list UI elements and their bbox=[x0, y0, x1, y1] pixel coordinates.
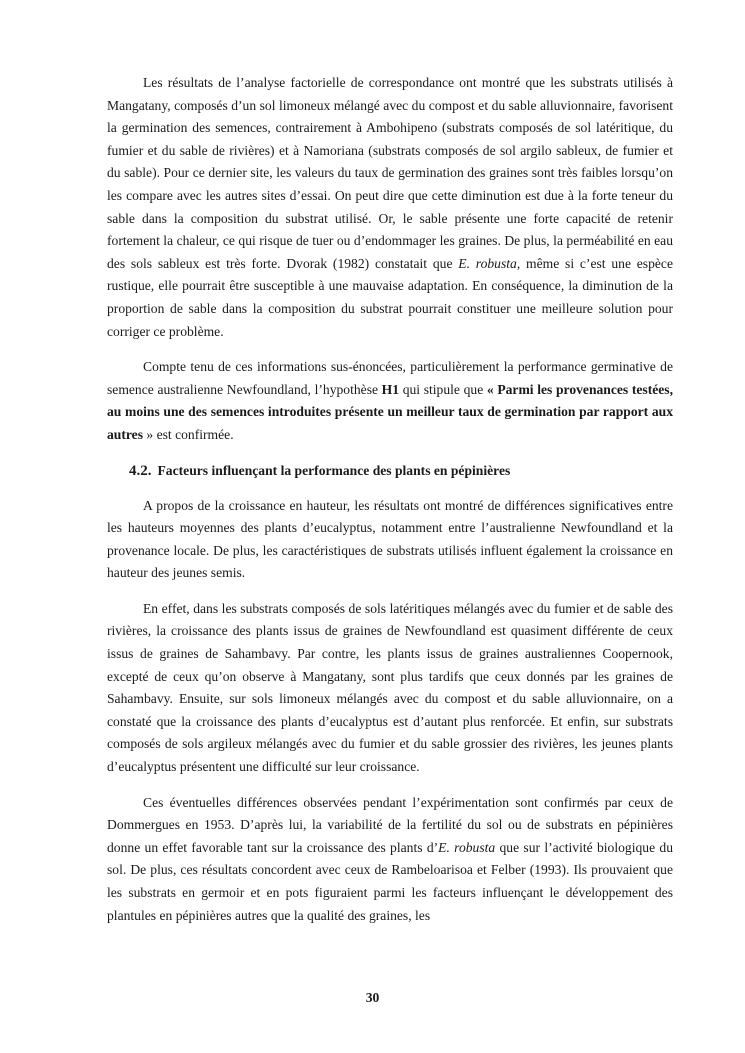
species-name: E. robusta bbox=[438, 839, 496, 855]
section-heading bbox=[129, 460, 673, 482]
hypothesis-statement: « Parmi les provenances testées, au moins une des semences introduites présente un meilleur taux de germination par rapport aux autres bbox=[107, 381, 673, 442]
paragraph-dommergues: Ces éventuelles différences observées pendant l’expérimentation sont confirmés par ceux de Dommergues en 1953. D’après lui, la variabilité de la fertilité du sol ou de substrats en pépinières donne un effet favorable tant sur la croissance des plants d’E. robusta que sur l’activité biologique du sol. De plus, ces résultats concordent avec ceux de Rambeloarisoa et Felber (1993). Ils prouvaient que les substrats en germoir et en pots figuraient parmi les facteurs influençant le développement des plantules en pépinières autres que la qualité des graines, les bbox=[107, 794, 674, 923]
paragraph-hypothesis-h1: Compte tenu de ces informations sus-énoncées, particulièrement la performance germinative de semence australienne Newfoundland, l’hypothèse H1 qui stipule que « Parmi les provenances testées, au moins une des semences introduites présente un meilleur taux de germination par rapport aux autres » est confirmée. bbox=[107, 359, 673, 442]
species-name: E. robusta bbox=[458, 255, 517, 271]
page-content bbox=[107, 72, 673, 940]
hypothesis-label: H1 bbox=[381, 381, 400, 397]
paragraph-height-growth: A propos de la croissance en hauteur, les résultats ont montré de différences significatives entre les hauteurs moyennes des plants d’eucalyptus, notamment entre l’australienne Newfoundland et la provenance locale. De plus, les caractéristiques de substrats utilisés influent également la croissance en hauteur des jeunes semis. bbox=[107, 497, 673, 581]
paragraph-substrate-effects: En effet, dans les substrats composés de sols latéritiques mélangés avec du fumier et de sable des rivières, la croissance des plants issus de graines de Newfoundland est quasiment différente de ceux issus de graines de Sahambavy. Par contre, les plants issus de graines australiennes Coopernook, excepté de ceux qu’on observe à Mangatany, sont plus tardifs que ceux donnés par les graines de Sahambavy. Ensuite, sur sols limoneux mélangés avec du compost et du sable alluvionnaire, on a constaté que la croissance des plants d’eucalyptus est d’autant plus renforcée. Et enfin, sur substrats composés de sols argileux mélangés avec du fumier et du sable grossier des rivières, les jeunes plants d’eucalyptus présentent une difficulté sur leur croissance. bbox=[107, 600, 673, 775]
paragraph-germination-results: Les résultats de l’analyse factorielle de correspondance ont montré que les substrats utilisés à Mangatany, composés d’un sol limoneux mélangé avec du compost et du sable alluvionnaire, favorisent la germination des semences, contrairement à Ambohipeno (substrats composés de sol latéritique, du fumier et du sable de rivières) et à Namoriana (substrats composés de sol argilo sableux, de fumier et du sable). Pour ce dernier site, les valeurs du taux de germination des graines sont très faibles lorsqu’on les compare avec les autres sites d’essai. On peut dire que cette diminution est due à la forte teneur du sable dans la composition du substrat utilisé. Or, le sable présente une forte capacité de retenir fortement la chaleur, ce qui risque de tuer ou d’endommager les graines. De plus, la perméabilité en eau des sols sableux est très forte. Dvorak (1982) constatait que E. robusta, même si c’est une espèce rustique, elle pourrait être susceptible à une mauvaise adaptation. En conséquence, la diminution de la proportion de sable dans la composition du substrat pourrait constituer une meilleure solution pour corriger ce problème. bbox=[107, 75, 673, 339]
section-title: Facteurs influençant la performance des plants en pépinières bbox=[157, 462, 511, 478]
section-number: 4.2. bbox=[129, 462, 152, 479]
page-number: 30 bbox=[365, 990, 380, 1005]
